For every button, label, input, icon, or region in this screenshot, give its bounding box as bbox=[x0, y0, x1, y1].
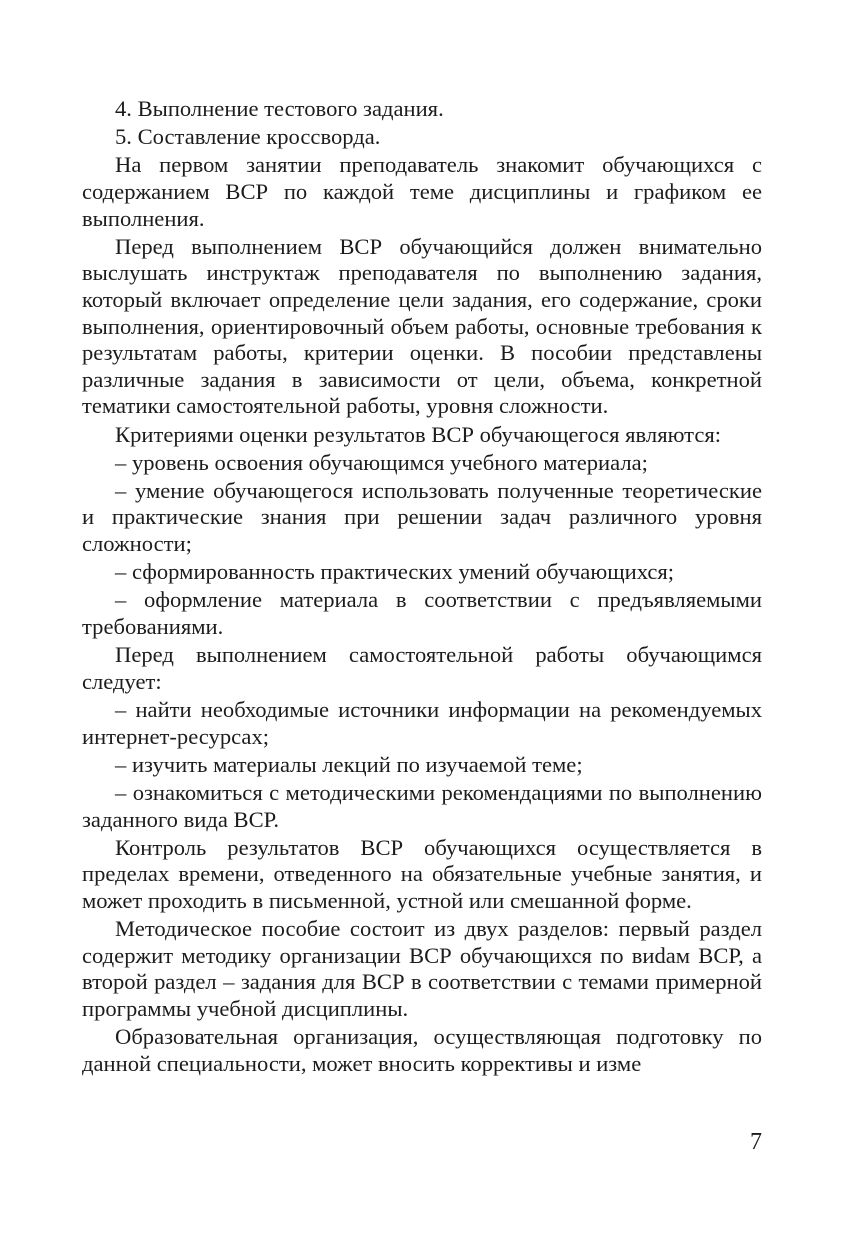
criteria-item-formatting: – оформление материала в соответствии с предъявляемыми требованиями. bbox=[82, 587, 762, 640]
paragraph-manual-structure: Методическое пособие состоит из двух разделов: первый раздел содержит методику организации ВСР обучающихся по виdам ВСР, а второй раздел – задания для ВСР в соответствии с темами примерной программы учебной дисциплины. bbox=[82, 916, 762, 1021]
page-body bbox=[82, 96, 762, 1079]
criteria-item-skills: – сформированность практических умений обучающихся; bbox=[115, 559, 675, 585]
paragraph-organization: Образовательная организация, осуществляющая подготовку по данной специальности, может вносить коррективы и изме bbox=[82, 1024, 762, 1076]
paragraph-control: Контроль результатов ВСР обучающихся осуществляется в пределах времени, отведенного на обязательные учебные занятия, и может проходить в письменной, устной или смешанной форме. bbox=[82, 834, 762, 913]
paragraph-criteria-intro: Критериями оценки результатов ВСР обучающегося являются: bbox=[115, 421, 722, 447]
page-number: 7 bbox=[750, 1129, 762, 1155]
list-item-test-task: 4. Выполнение тестового задания. bbox=[115, 96, 444, 121]
paragraph-first-lesson: На первом занятии преподаватель знакомит обучающихся с содержанием ВСР по каждой теме дисциплины и графиком ее выполнения. bbox=[82, 152, 762, 231]
prep-item-sources: – найти необходимые источники информации на рекомендуемых интернет-ресурсах; bbox=[82, 697, 762, 749]
list-item-crossword: 5. Составление кроссворда. bbox=[115, 124, 381, 150]
criteria-item-knowledge: – умение обучающегося использовать полученные теоретические и практические знания при решении задач различного уровня сложности; bbox=[82, 477, 762, 557]
prep-item-guidelines: – ознакомиться с методическими рекомендациями по выполнению заданного вида ВСР. bbox=[82, 779, 762, 832]
paragraph-before-work: Перед выполнением самостоятельной работы обучающимся следует: bbox=[82, 642, 762, 694]
prep-item-lectures: – изучить материалы лекций по изучаемой теме; bbox=[115, 751, 583, 777]
criteria-item-mastery: – уровень освоения обучающимся учебного материала; bbox=[115, 449, 648, 475]
paragraph-instruction: Перед выполнением ВСР обучающийся должен внимательно выслушать инструктаж преподавателя по выполнению задания, который включает определение цели задания, его содержание, сроки выполнения, ориентировочный объем работы, основные требования к результатам работы, критерии оценки. В пособии представлены различные задания в зависимости от цели, объема, конкретной тематики самостоятельной работы, уровня сложности. bbox=[82, 233, 762, 419]
